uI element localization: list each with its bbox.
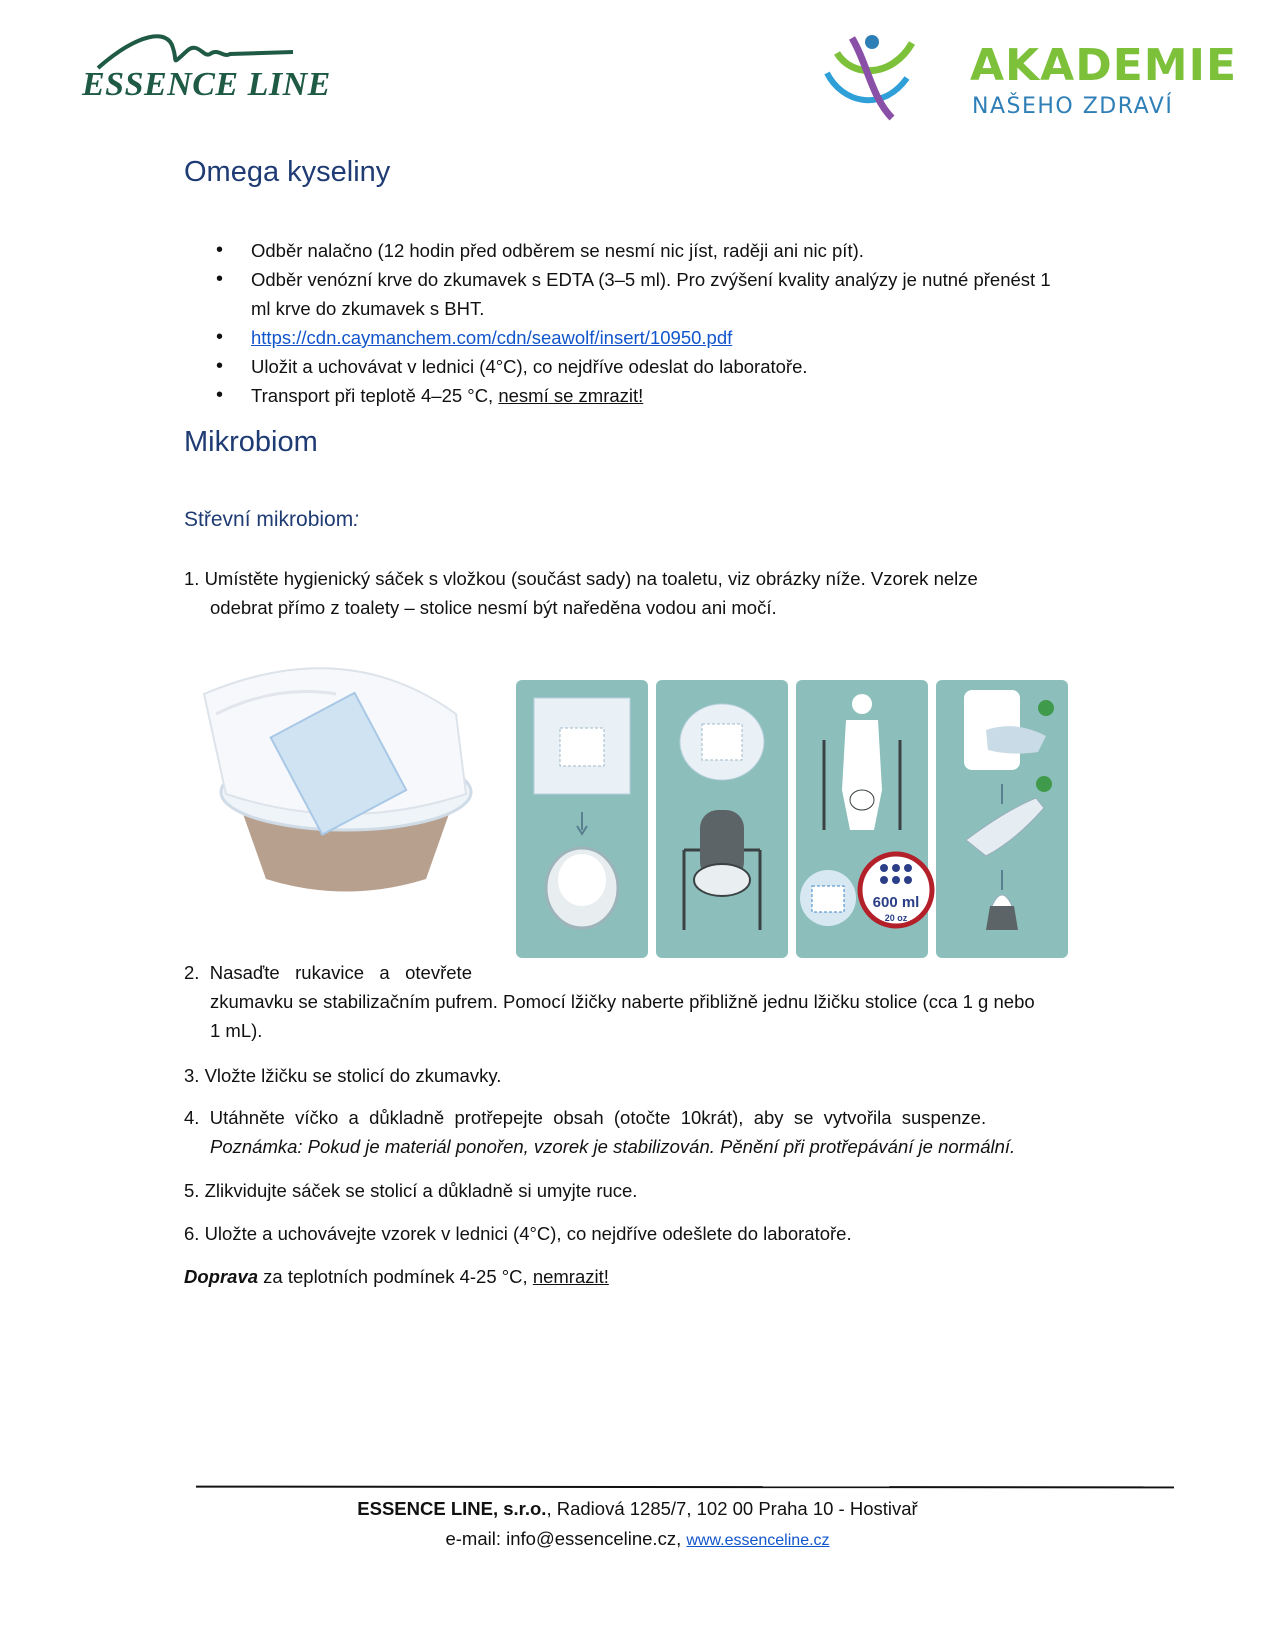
- akademie-figure-icon: [812, 18, 932, 128]
- footer-company-line: [0, 1494, 1275, 1524]
- strevni-mikrobiom-subheading: [184, 508, 359, 532]
- omega-bullet-1: • Odběr nalačno (12 hodin před odběrem se nesmí nic jíst, raději ani nic pít).: [184, 236, 1054, 265]
- omega-heading: Omega kyseliny: [184, 156, 391, 188]
- essence-line-logo: [78, 28, 331, 108]
- omega-bullet-3: [184, 323, 1054, 352]
- step-4: [184, 1103, 1064, 1161]
- footer-address: , Radiová 1285/7, 102 00 Praha 10 - Hostivař: [546, 1498, 918, 1519]
- step-1-line-1: 1. Umístěte hygienický sáček s vložkou (součást sady) na toaletu, viz obrázky níže. Vzorek nelze: [184, 568, 978, 589]
- step-2-line-3: 1 mL).: [210, 1020, 263, 1041]
- step-5: 5. Zlikvidujte sáček se stolicí a důkladně si umyjte ruce.: [184, 1180, 638, 1201]
- akademie-logo-subtitle: NAŠEHO ZDRAVÍ: [972, 94, 1174, 119]
- step-2-line-2: zkumavku se stabilizačním pufrem. Pomocí lžičky naberte přibližně jednu lžičku stolice (cca 1 g nebo: [210, 991, 1035, 1012]
- mikrobiom-heading: Mikrobiom: [184, 426, 318, 458]
- transport-text: za teplotních podmínek 4-25 °C,: [258, 1266, 533, 1287]
- step-1-line-2: odebrat přímo z toalety – stolice nesmí být naředěna vodou ani močí.: [210, 597, 777, 618]
- essence-line-logo-text: ESSENCE LINE: [82, 66, 331, 103]
- subheading-colon: :: [353, 508, 360, 531]
- caymanchem-link[interactable]: https://cdn.caymanchem.com/cdn/seawolf/insert/10950.pdf: [251, 327, 733, 348]
- transport-label: Doprava: [184, 1266, 259, 1287]
- omega-bullet-2: • Odběr venózní krve do zkumavek s EDTA (3–5 ml). Pro zvýšení kvality analýzy je nutné přenést 1 ml krve do zkumavek s BHT.: [184, 265, 1054, 323]
- footer-contact-line: [0, 1524, 1275, 1556]
- omega-bullet-5-warning: nesmí se zmrazit!: [498, 385, 644, 406]
- akademie-logo: [842, 18, 1237, 128]
- transport-note: [184, 1262, 609, 1291]
- volume-sub-label: 20 oz: [884, 913, 908, 923]
- step-4-line-1: 4. Utáhněte víčko a důkladně protřepejte obsah (otočte 10krát), aby se vytvořila suspenze.: [184, 1107, 987, 1128]
- footer-email: e-mail: info@essenceline.cz,: [445, 1528, 687, 1549]
- omega-bullet-list: [184, 236, 1054, 410]
- omega-bullet-5: [184, 381, 1054, 410]
- step-1: [184, 564, 1064, 622]
- step-4-note: Poznámka: Pokud je materiál ponořen, vzorek je stabilizován. Pěnění při protřepávání je normální.: [210, 1136, 1016, 1157]
- transport-warning: nemrazit!: [532, 1266, 609, 1287]
- commode-bucket-photo: [196, 654, 496, 894]
- subheading-text: Střevní mikrobiom: [184, 508, 354, 531]
- footer-company-name: ESSENCE LINE, s.r.o.: [357, 1498, 547, 1519]
- panel-4: [936, 680, 1068, 958]
- step-6: 6. Uložte a uchovávejte vzorek v lednici (4°C), co nejdříve odešlete do laboratoře.: [184, 1223, 852, 1244]
- omega-bullet-4: • Uložit a uchovávat v lednici (4°C), co nejdříve odeslat do laboratoře.: [184, 352, 1054, 381]
- step-2-line-1: 2. Nasaďte rukavice a otevřete: [184, 962, 472, 983]
- footer: [0, 1494, 1275, 1556]
- footer-web-link[interactable]: www.essenceline.cz: [686, 1532, 830, 1549]
- step-3: 3. Vložte lžičku se stolicí do zkumavky.: [184, 1065, 502, 1086]
- omega-bullet-5-text: Transport při teplotě 4–25 °C,: [251, 385, 499, 406]
- panel-3: [796, 680, 932, 958]
- panel-1: [516, 680, 648, 958]
- footer-divider: [196, 1486, 1174, 1489]
- instruction-illustration: [516, 680, 1068, 960]
- panel-2: [656, 680, 788, 958]
- volume-label: 600 ml: [872, 894, 920, 911]
- step-2: [184, 958, 1064, 1045]
- akademie-logo-title: AKADEMIE: [970, 40, 1237, 91]
